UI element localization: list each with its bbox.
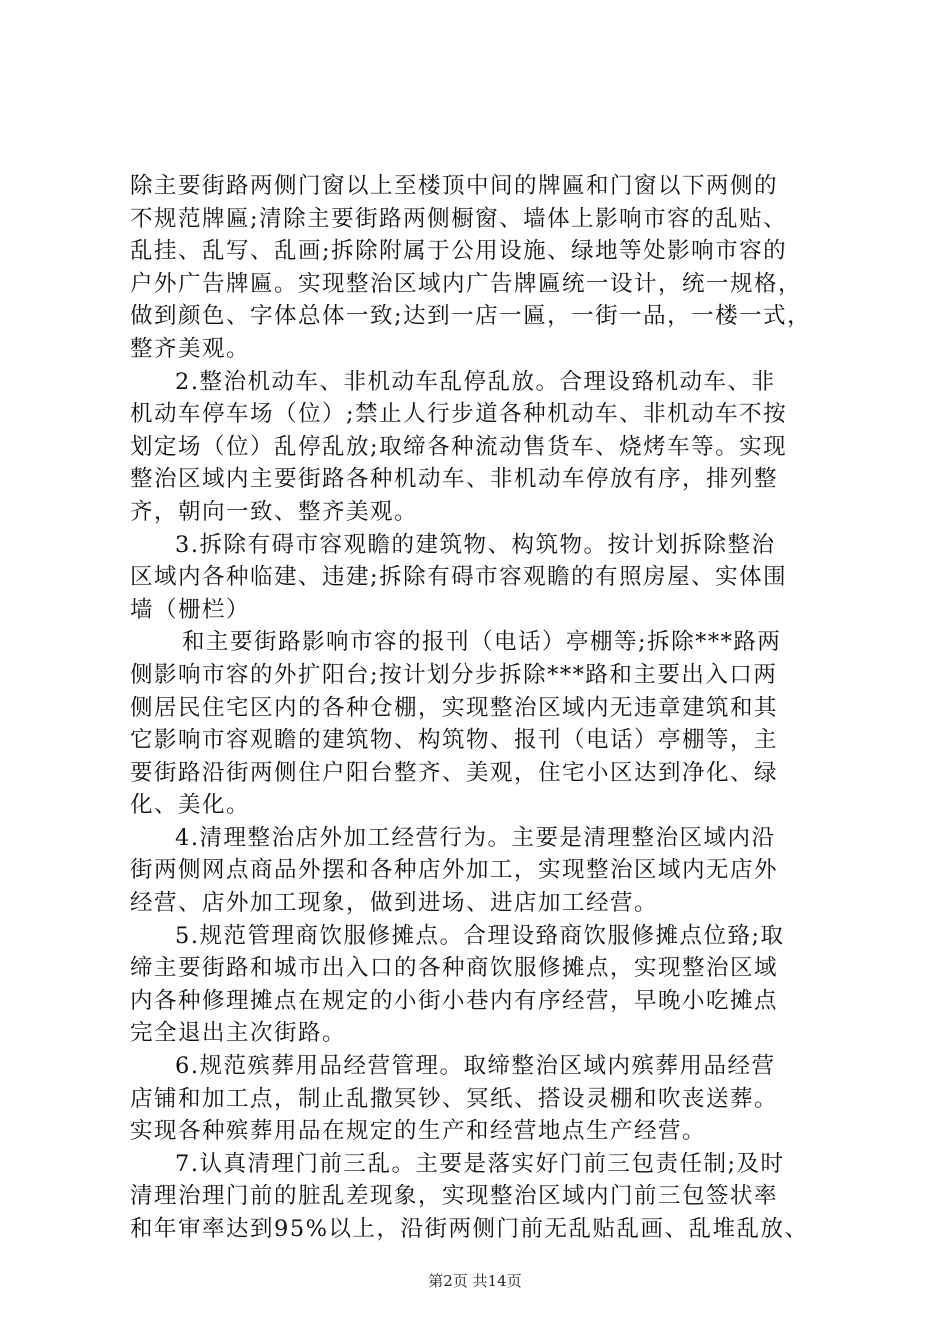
text-line: 和主要街路影响市容的报刊（电话）亭棚等;拆除***路两 [182, 629, 782, 656]
text-line: 实现各种殡葬用品在规定的生产和经营地点生产经营。 [130, 1118, 707, 1145]
text-line: 它影响市容观瞻的建筑物、构筑物、报刊（电话）亭棚等，主 [130, 727, 779, 754]
document-body [130, 170, 842, 1246]
text-line: 内各种修理摊点在规定的小街小巷内有序经营，早晚小吃摊点 [130, 987, 779, 1014]
text-line: 经营、店外加工现象，做到进场、进店加工经营。 [130, 890, 659, 917]
text-line: 化、美化。 [130, 792, 251, 819]
text-line: 街两侧网点商品外摆和各种店外加工，实现整治区域内无店外 [130, 857, 779, 884]
text-line: 整齐美观。 [130, 335, 251, 362]
text-line: 整治区域内主要街路各种机动车、非机动车停放有序，排列整 [130, 466, 779, 493]
text-line: 2.整治机动车、非机动车乱停乱放。合理设臵机动车、非 [175, 368, 776, 395]
text-line: 齐，朝向一致、整齐美观。 [130, 498, 419, 525]
text-line: 6.规范殡葬用品经营管理。取缔整治区域内殡葬用品经营 [175, 1053, 776, 1080]
text-line: 7.认真清理门前三乱。主要是落实好门前三包责任制;及时 [175, 1150, 785, 1177]
text-line: 户外广告牌匾。实现整治区域内广告牌匾统一设计，统一规格， [130, 270, 803, 297]
text-line: 和年审率达到95%以上，沿街两侧门前无乱贴乱画、乱堆乱放、 [130, 1216, 809, 1242]
text-line: 区域内各种临建、违建;拆除有碍市容观瞻的有照房屋、实体围 [130, 564, 788, 591]
text-line: 机动车停车场（位）;禁止人行步道各种机动车、非机动车不按 [130, 401, 788, 428]
text-line: 除主要街路两侧门窗以上至楼顶中间的牌匾和门窗以下两侧的 [130, 173, 779, 199]
page-footer: 第2页 共14页 [428, 1272, 522, 1290]
text-line: 3.拆除有碍市容观瞻的建筑物、构筑物。按计划拆除整治 [175, 531, 776, 558]
text-line: 缔主要街路和城市出入口的各种商饮服修摊点，实现整治区域 [130, 955, 779, 982]
text-line: 完全退出主次街路。 [130, 1020, 347, 1047]
text-line: 4.清理整治店外加工经营行为。主要是清理整治区域内沿 [175, 824, 776, 851]
text-line: 5.规范管理商饮服修摊点。合理设臵商饮服修摊点位臵;取 [175, 922, 785, 949]
text-line: 乱挂、乱写、乱画;拆除附属于公用设施、绿地等处影响市容的 [130, 238, 788, 265]
text-line: 清理治理门前的脏乱差现象，实现整治区域内门前三包签状率 [130, 1183, 779, 1210]
text-line: 墙（栅栏） [130, 596, 251, 623]
text-line: 划定场（位）乱停乱放;取缔各种流动售货车、烧烤车等。实现 [130, 433, 788, 460]
text-line: 做到颜色、字体总体一致;达到一店一匾，一街一品，一楼一式， [130, 303, 812, 330]
text-line: 要街路沿街两侧住户阳台整齐、美观，住宅小区达到净化、绿 [130, 759, 779, 786]
text-line: 侧居民住宅区内的各种仓棚，实现整治区域内无违章建筑和其 [130, 694, 779, 721]
text-line: 不规范牌匾;清除主要街路两侧橱窗、墙体上影响市容的乱贴、 [130, 205, 788, 232]
text-line: 侧影响市容的外扩阳台;按计划分步拆除***路和主要出入口两 [130, 661, 778, 688]
text-line: 店铺和加工点，制止乱撒冥钞、冥纸、搭设灵棚和吹丧送葬。 [130, 1085, 779, 1112]
